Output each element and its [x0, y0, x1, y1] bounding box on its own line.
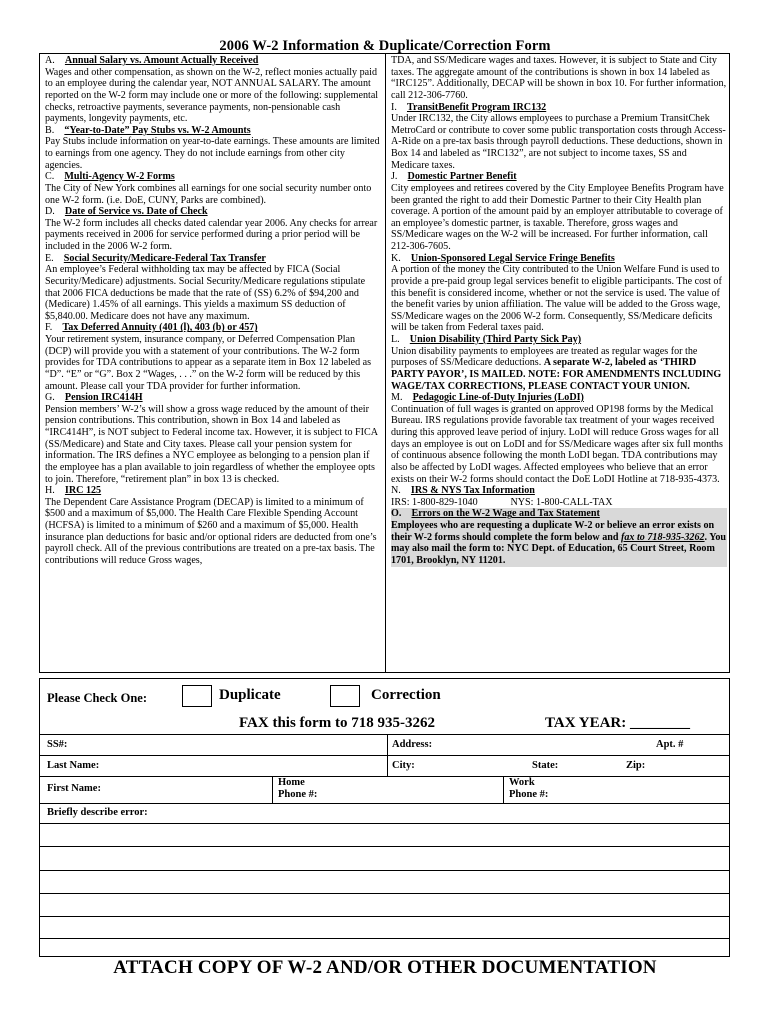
section-heading: Domestic Partner Benefit — [407, 171, 517, 183]
section-n: N. IRS & NYS Tax Information IRS: 1-800-829-1040 NYS: 1-800-CALL-TAX — [391, 485, 613, 508]
zip-field[interactable]: Zip: — [626, 760, 646, 771]
city-field[interactable]: City: — [392, 760, 415, 771]
section-text: An employee’s Federal withholding tax may be affected by FICA (Social Security/Medicare) adjustments. Social Security/Medicare regulations stipulate that 2006 FICA deductions be made that the rate of (SS) 6.2% of $94,200 and (Medicare) 1.45% of all earnings. This yields a maximum SS deduction of $5,840.00. Medicare does not have any maximum. — [45, 264, 366, 322]
section-text: Wages and other compensation, as shown on the W-2, reflect monies actually paid to an employee during the calendar year, NOT ANNUAL SALARY. The amount reported on the W-2 form may include one or more of the following: supplemental checks, retroactive payments, severance payments, non-pensionable cash payments, longevity payments, etc. — [45, 66, 379, 125]
home-phone-label: Home — [278, 777, 305, 788]
attach-notice: ATTACH COPY OF W-2 AND/OR OTHER DOCUMENTATION — [113, 957, 657, 978]
tax-year-field[interactable]: TAX YEAR: ________ — [545, 715, 690, 731]
duplicate-label: Duplicate — [219, 687, 281, 703]
fax-number: fax to 718-935-3262 — [621, 531, 705, 543]
work-phone-field[interactable]: Phone #: — [509, 789, 549, 800]
section-b: B. “Year-to-Date” Pay Stubs vs. W-2 Amounts Pay Stubs include information on year-to-date earnings. These amounts are limited to earnings from one agency. They do not include earnings from other city agencies. — [45, 124, 380, 171]
section-notice: A separate W-2, labeled as ‘THIRD PARTY PAYOR’, IS MAILED. NOTE: FOR AMENDMENTS INCLUDING WAGE/TAX CORRECTIONS, PLEASE CONTACT YOUR UNION. — [391, 357, 722, 392]
ss-field[interactable]: SS#: — [47, 739, 68, 750]
section-k: K. Union-Sponsored Legal Service Fringe Benefits A portion of the money the City contributed to the Union Welfare Fund is used to provide a pre-paid group legal services benefit to eligible participants. The cost of this benefit is considered income, whether or not the service is used. The value of the benefit varies by union affiliation. The value will be added to the Gross wage, SS/Medicare wages on the 2006 W-2 form. Consequently, SS/Medicare deficits will be taken from Federal taxes paid. — [391, 252, 722, 334]
section-g: G. Pension IRC414H Pension members’ W-2’s will show a gross wage reduced by the amount of their pension contributions. This contribution, shown in Box 14 and labeled as “IRC414H”, is NOT subject to Federal income tax. However, it is subject to FICA (SS/Medicare) and State and City taxes. Please call your pension system for information. The IRS defines a NYC employee as belonging to a pension plan if the employee has a plan available to join regardless of whether the employee opts to join. Therefore, “retirement plan” in box 13 is checked. — [45, 392, 378, 485]
section-heading: Union Disability (Third Party Sick Pay) — [409, 334, 582, 345]
check-one-label: Please Check One: — [47, 691, 147, 705]
section-l: L. Union Disability (Third Party Sick Pay) Union disability payments to employees are treated as regular wages for the purposes of SS/Medicare deductions. A separate W-2, labeled as ‘THIRD PARTY PAYOR’, IS MAILED. NOTE: FOR AMENDMENTS INCLUDING WAGE/TAX CORRECTIONS, PLEASE CONTACT YOUR UNION. — [391, 334, 722, 392]
writing-line — [40, 893, 729, 894]
section-text: Under IRC132, the City allows employees to purchase a Premium TransitChek MetroCard or contribute to cover some public transportation costs through Access-A-Ride on a pre-tax basis through payroll deductions. These deductions, shown in Box 14 and labeled as “IRC132”, are not subject to income taxes, SS and Medicare taxes. — [391, 113, 726, 171]
section-o: O. Errors on the W-2 Wage and Tax Statement Employees who are requesting a duplicate W-2 or believe an error exists on their W-2 forms should complete the form below and fax to 718-935-3262. You may also mail the form to: NYC Dept. of Education, 65 Court Street, Room 1701, Brooklyn, NY 11201. — [391, 508, 727, 566]
section-heading: Pension IRC414H — [64, 392, 143, 404]
section-d: D. Date of Service vs. Date of Check The W-2 form includes all checks dated calendar year 2006. Any checks for arrear payments received in 2006 for service performed during a prior period will be included in the 2006 W-2 form. — [45, 206, 378, 252]
section-heading: Pedagogic Line-of-Duty Injuries (LoDI) — [412, 392, 584, 404]
section-heading: Multi-Agency W-2 Forms — [64, 171, 175, 183]
section-text: Continuation of full wages is granted on approved OP198 forms by the Medical Bureau. IRS regulations provide favorable tax treatment of your wages received during this approved leave period of injury. LoDI will reduce Gross wages for all days an employee is out on LoDI and for SS/Medicare wages after six full months of continuous absence following the month LoDI began. TDA contributions may also be affected by LoDI wages. Affected employees who believe that an error exists on their W-2 forms should contact the DoE LoDI Hotline at 718-935-4373. — [391, 403, 723, 485]
section-heading: Annual Salary vs. Amount Actually Received — [64, 55, 259, 66]
apt-field[interactable]: Apt. # — [656, 739, 684, 750]
section-m: M. Pedagogic Line-of-Duty Injuries (LoDI) Continuation of full wages is granted on approved OP198 forms by the Medical Bureau. IRS regulations provide favorable tax treatment of your wages received during this approved leave period of injury. LoDI will reduce Gross wages for all days an employee is out on LoDI and for SS/Medicare wages after six full months of continuous absence following the month LoDI began. TDA contributions may also be affected by LoDI wages. Affected employees who believe that an error exists on their W-2 forms should contact the DoE LoDI Hotline at 718-935-4373. — [391, 392, 723, 485]
first-name-field[interactable]: First Name: — [47, 783, 101, 794]
fax-instruction: FAX this form to 718 935-3262 — [239, 715, 435, 731]
writing-line — [40, 823, 729, 824]
section-text: Pension members’ W-2’s will show a gross wage reduced by the amount of their pension contributions. This contribution, shown in Box 14 and labeled as “IRC414H”, is NOT subject to Federal income tax. However, it is subject to FICA (SS/Medicare) and State and City taxes. Please call your pension system for information. The IRS defines a NYC employee as belonging to a pension plan if the employee has a plan available to join regardless of whether the employee opts to join. Therefore, “retirement plan” in box 13 is checked. — [45, 403, 378, 485]
section-text: Union disability payments to employees are treated as regular wages for the purposes of SS/Medicare deductions. — [391, 345, 698, 369]
info-box — [39, 53, 730, 673]
writing-line — [40, 916, 729, 917]
section-heading: “Year-to-Date” Pay Stubs vs. W-2 Amounts — [64, 124, 251, 136]
last-name-field[interactable]: Last Name: — [47, 760, 100, 771]
section-h-continued: TDA, and SS/Medicare wages and taxes. However, it is subject to State and City taxes. The aggregate amount of the contributions is shown in box 14 labeled as “IRC125”. Additionally, DECAP will be shown in box 10. For further information, call 212-306-7760. — [391, 55, 727, 101]
section-text: A portion of the money the City contributed to the Union Welfare Fund is used to provide a pre-paid group legal services benefit to eligible participants. The cost of this benefit is considered income, whether or not the service is used. The value of the benefit varies by union affiliation. The value will be added to the Gross wage, SS/Medicare wages on the 2006 W-2 form. Consequently, SS/Medicare deficits will be taken from Federal taxes paid. — [391, 264, 722, 334]
section-text-end: . You may also mail the form to: NYC Dept. of Education, 65 Court Street, Room 1701, Brooklyn, NY 11201. — [391, 531, 727, 566]
section-heading: Date of Service vs. Date of Check — [64, 206, 208, 218]
left-column — [45, 55, 381, 567]
section-f: F. Tax Deferred Annuity (401 (l), 403 (b) or 457) Your retirement system, insurance company, or Deferred Compensation Plan (DCP) will provide you with a statement of your contributions. The W-2 form provides for TDA contributions to appear as a separate item in Box 12 labeled as “D”. “E” or “G”. Box 2 “Wages, . . .” on the W-2 form will be reduced by this amount. Please call your TDA provider for further information. — [45, 322, 372, 392]
column-divider — [385, 54, 386, 672]
section-text: Employees who are requesting a duplicate W-2 or believe an error exists on their W-2 forms should complete the form below and — [391, 520, 715, 543]
work-phone-label: Work — [509, 777, 535, 788]
page-title: 2006 W-2 Information & Duplicate/Correction Form — [219, 38, 551, 54]
section-i: I. TransitBenefit Program IRC132 Under IRC132, the City allows employees to purchase a Premium TransitChek MetroCard or contribute to cover some public transportation costs through Access-A-Ride on a pre-tax basis through payroll deductions. These deductions, shown in Box 14 and labeled as “IRC132”, are not subject to income taxes, SS and Medicare taxes. — [391, 101, 726, 171]
section-text: City employees and retirees covered by the City Employee Benefits Program have been granted the right to add their Domestic Partner to their City Health plan coverage. A portion of the amount paid by an employer attributable to coverage of an employee’s domestic partner, is taxable. Therefore, gross wages and SS/Medicare wages on the W-2 will be increased. For further information, call 212-306-7605. — [391, 182, 724, 252]
error-description-area[interactable] — [40, 803, 729, 957]
writing-line — [40, 846, 729, 847]
section-text: The W-2 form includes all checks dated calendar year 2006. Any checks for arrear payments received in 2006 for service performed during a prior period will be included in the 2006 W-2 form. — [45, 217, 378, 252]
section-e: E. Social Security/Medicare-Federal Tax Transfer An employee’s Federal withholding tax may be affected by FICA (Social Security/Medicare) adjustments. Social Security/Medicare regulations stipulate that 2006 FICA deductions be made that the rate of (SS) 6.2% of $94,200 and (Medicare) 1.45% of all earnings. This yields a maximum SS deduction of $5,840.00. Medicare does not have any maximum. — [45, 252, 366, 322]
section-heading: Tax Deferred Annuity (401 (l), 403 (b) or 457) — [62, 322, 258, 334]
section-heading: Union-Sponsored Legal Service Fringe Benefits — [410, 252, 615, 264]
section-text: Pay Stubs include information on year-to-date earnings. These amounts are limited to earnings from one agency. They do not include earnings from other city agencies. — [45, 136, 380, 171]
correction-checkbox[interactable] — [330, 685, 360, 707]
home-phone-field[interactable]: Phone #: — [278, 789, 318, 800]
section-heading: IRC 125 — [64, 485, 102, 497]
section-heading: TransitBenefit Program IRC132 — [406, 101, 547, 113]
state-field[interactable]: State: — [532, 760, 559, 771]
section-h: H. IRC 125 The Dependent Care Assistance Program (DECAP) is limited to a minimum of $500 and a maximum of $5,000. The Health Care Flexible Spending Account (HCFSA) is limited to a minimum of $260 and a maximum of $5,000. Health insurance plan deductions for basic and/or optional riders are deducted from one’s payroll check. All of the previous contributions are treated on a pre-tax basis. The contributions will reduce Gross wages, — [45, 485, 377, 566]
correction-form — [39, 678, 730, 957]
writing-line — [40, 938, 729, 939]
section-c: C. Multi-Agency W-2 Forms The City of New York combines all earnings for one social security number onto one W-2 form. (i.e. DoE, CUNY, Parks are combined). — [45, 171, 372, 206]
section-text: The Dependent Care Assistance Program (DECAP) is limited to a minimum of $500 and a maximum of $5,000. The Health Care Flexible Spending Account (HCFSA) is limited to a minimum of $260 and a maximum of $5,000. Health insurance plan deductions for basic and/or optional riders are deducted from one’s payroll check. All of the previous contributions are treated on a pre-tax basis. The contributions will reduce Gross wages, — [45, 496, 377, 566]
right-column — [391, 55, 727, 567]
irs-phone: IRS: 1-800-829-1040 — [391, 496, 478, 508]
writing-line — [40, 870, 729, 871]
section-a: A. Annual Salary vs. Amount Actually Received Wages and other compensation, as shown on the W-2, reflect monies actually paid to an employee during the calendar year, NOT ANNUAL SALARY. The amount reported on the W-2 form may include one or more of the following: supplemental checks, retroactive payments, severance payments, non-pensionable cash payments, longevity payments, etc. — [45, 55, 379, 125]
section-heading: IRS & NYS Tax Information — [410, 485, 535, 497]
section-text: Your retirement system, insurance company, or Deferred Compensation Plan (DCP) will provide you with a statement of your contributions. The W-2 form provides for TDA contributions to appear as a separate item in Box 12 labeled as “D”. “E” or “G”. Box 2 “Wages, . . .” on the W-2 form will be reduced by this amount. Please call your TDA provider for further information. — [45, 334, 372, 392]
duplicate-checkbox[interactable] — [182, 685, 212, 707]
nys-phone: NYS: 1-800-CALL-TAX — [510, 496, 613, 508]
correction-label: Correction — [371, 687, 441, 703]
section-heading: Errors on the W-2 Wage and Tax Statement — [411, 508, 600, 520]
section-heading: Social Security/Medicare-Federal Tax Transfer — [63, 252, 266, 264]
section-text: The City of New York combines all earnings for one social security number onto one W-2 form. (i.e. DoE, CUNY, Parks are combined). — [45, 182, 372, 206]
describe-error-label: Briefly describe error: — [47, 807, 148, 818]
address-field[interactable]: Address: — [392, 739, 433, 750]
section-j: J. Domestic Partner Benefit City employees and retirees covered by the City Employee Benefits Program have been granted the right to add their Domestic Partner to their City Health plan coverage. A portion of the amount paid by an employer attributable to coverage of an employee’s domestic partner, is taxable. Therefore, gross wages and SS/Medicare wages on the W-2 will be increased. For further information, call 212-306-7605. — [391, 171, 724, 252]
